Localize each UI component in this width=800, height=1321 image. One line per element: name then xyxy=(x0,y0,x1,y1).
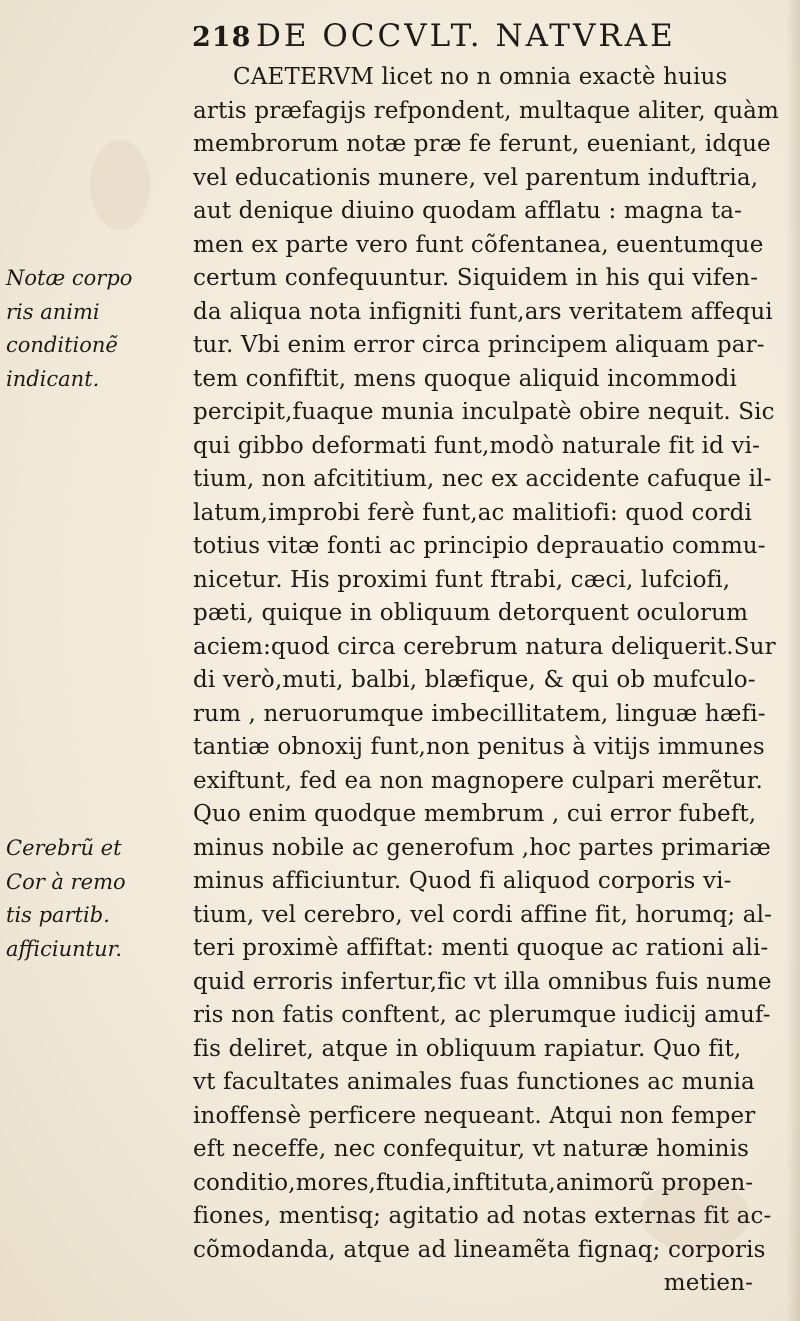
text-line: latum,improbi ferè funt,ac malitiofi: quod cordi xyxy=(193,499,753,526)
main-text-block xyxy=(193,61,783,1301)
text-line: tem confiftit, mens quoque aliquid incommodi xyxy=(193,365,737,392)
marginal-note-line: Notæ corpo xyxy=(6,266,133,290)
text-line: minus afficiuntur. Quod fi aliquod corporis vi- xyxy=(193,868,732,894)
page-edge-shadow xyxy=(786,0,800,1321)
text-line: eft neceffe, nec confequitur, vt naturæ hominis xyxy=(193,1136,750,1162)
text-line: tium, non afcititium, nec ex accidente cafuque il- xyxy=(193,466,772,492)
marginal-note-line: afficiuntur. xyxy=(6,936,123,961)
marginal-note-line: ris animi xyxy=(6,299,100,324)
text-line: vel educationis munere, vel parentum induftria, xyxy=(193,164,759,191)
text-line: tium, vel cerebro, vel cordi affine fit, horumq; al- xyxy=(193,901,773,928)
text-line: tur. Vbi enim error circa principem aliquam par- xyxy=(193,332,765,358)
text-line: da aliqua nota infigniti funt,ars veritatem affequi xyxy=(193,298,773,325)
text-line: percipit,fuaque munia inculpatè obire nequit. Sic xyxy=(193,399,775,425)
marginal-note-line: tis partib. xyxy=(6,903,110,927)
text-line: conditio,mores,ftudia,inftituta,animorũ propen- xyxy=(193,1169,754,1196)
text-line: fiones, mentisq; agitatio ad notas externas fit ac- xyxy=(193,1203,772,1229)
text-line: fis deliret, atque in obliquum rapiatur. Quo fit, xyxy=(193,1035,742,1062)
marginal-note-notae xyxy=(6,262,190,396)
text-line: artis præfagijs refpondent, multaque aliter, quàm xyxy=(193,97,779,124)
marginal-note-line: indicant. xyxy=(6,366,100,391)
text-line: totius vitæ fonti ac principio deprauatio commu- xyxy=(193,533,766,559)
text-line: rum , neruorumque imbecillitatem, linguæ hæfi- xyxy=(193,700,766,727)
text-line: pæti, quique in obliquum detorquent oculorum xyxy=(193,600,749,626)
marginal-note-line: Cerebrũ et xyxy=(6,836,122,860)
text-line: men ex parte vero funt cõfentanea, euentumque xyxy=(193,231,764,258)
text-line: membrorum notæ præ fe ferunt, eueniant, idque xyxy=(193,131,771,157)
marginal-note-cerebrum xyxy=(6,832,190,966)
text-line: exiftunt, fed ea non magnopere culpari merẽtur. xyxy=(193,767,763,794)
text-line: minus nobile ac generofum ,hoc partes primariæ xyxy=(193,834,771,861)
text-line: di verò,muti, balbi, blæfique, & qui ob mufculo- xyxy=(193,667,756,693)
text-line: Quo enim quodque membrum , cui error fubeft, xyxy=(193,801,757,827)
marginal-note-line: conditionẽ xyxy=(6,333,118,357)
text-line: certum confequuntur. Siquidem in his qui vifen- xyxy=(193,265,759,291)
text-line: inoffensè perficere nequeant. Atqui non femper xyxy=(193,1102,756,1129)
text-line: aut denique diuino quodam afflatu : magna ta- xyxy=(193,198,742,224)
text-line: vt facultates animales fuas functiones ac munia xyxy=(193,1069,755,1095)
paper-stain xyxy=(90,140,150,230)
catchword: metien- xyxy=(663,1270,753,1296)
text-line: teri proximè affiftat: menti quoque ac rationi ali- xyxy=(193,935,769,961)
text-line: tantiæ obnoxij funt,non penitus à vitijs immunes xyxy=(193,734,765,760)
text-line: cõmodanda, atque ad lineamẽta fignaq; corporis xyxy=(193,1236,766,1263)
marginal-note-line: Cor à remo xyxy=(6,869,126,894)
text-line: aciem:quod circa cerebrum natura deliquerit.Sur xyxy=(193,633,776,660)
page-number: 218 xyxy=(192,22,252,53)
text-line: CAETERVM licet no n omnia exactè huius xyxy=(233,64,728,90)
text-line: ris non fatis conftent, ac plerumque iudicij amuf- xyxy=(193,1002,771,1028)
text-line: nicetur. His proximi funt ftrabi, cæci, lufciofi, xyxy=(193,566,731,593)
page-header xyxy=(192,18,712,58)
running-head: DE OCCVLT. NATVRAE xyxy=(256,18,676,54)
text-line: qui gibbo deformati funt,modò naturale fit id vi- xyxy=(193,432,761,459)
text-line: quid erroris infertur,fic vt illa omnibus fuis nume xyxy=(193,968,772,995)
